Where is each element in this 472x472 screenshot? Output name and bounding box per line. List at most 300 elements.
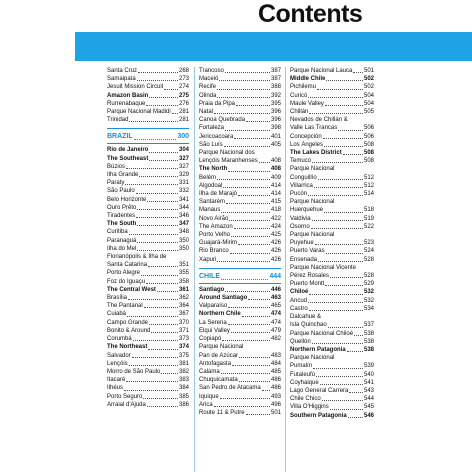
toc-entry[interactable] [199, 302, 281, 310]
header-banner [75, 32, 472, 61]
toc-entry[interactable] [199, 401, 281, 409]
toc-entry[interactable] [290, 215, 374, 223]
toc-entry-label: Foz do Iguaçu [107, 278, 146, 285]
toc-entry-page: 485 [270, 368, 281, 375]
dot-leader [313, 368, 363, 369]
toc-entry-page: 424 [270, 223, 281, 230]
dot-leader [146, 105, 178, 106]
toc-entry[interactable] [107, 83, 189, 91]
toc-entry[interactable] [199, 294, 281, 302]
toc-entry-page: 532 [363, 289, 374, 296]
toc-entry[interactable] [107, 146, 189, 154]
toc-entry-label: Trancoso [199, 68, 224, 74]
toc-entry[interactable] [199, 393, 281, 401]
toc-entry-label: Puerto Montt [290, 281, 325, 288]
toc-entry[interactable] [199, 92, 281, 100]
dot-leader [330, 409, 363, 410]
toc-entry[interactable] [107, 108, 189, 116]
toc-entry[interactable] [199, 67, 281, 75]
toc-entry[interactable] [199, 206, 281, 214]
toc-entry-page: 504 [363, 92, 374, 99]
toc-entry-page: 512 [363, 182, 374, 189]
toc-entry[interactable] [199, 108, 281, 116]
toc-entry-page: 373 [178, 336, 189, 343]
toc-entry[interactable] [199, 190, 281, 198]
toc-entry-page: 519 [363, 215, 374, 222]
toc-entry[interactable] [107, 67, 189, 75]
toc-entry-label: Dalcahue & [290, 314, 322, 321]
toc-entry-page: 426 [270, 248, 281, 255]
toc-entry[interactable] [290, 338, 374, 346]
toc-entry[interactable] [290, 165, 374, 181]
toc-entry-page: 384 [178, 385, 189, 392]
toc-entry-label: Coyhaique [290, 379, 319, 386]
toc-entry[interactable] [290, 133, 374, 141]
toc-entry-label: Corumbá [107, 336, 132, 343]
section-rule [107, 143, 189, 144]
toc-entry-page: 388 [270, 84, 281, 91]
toc-entry-label: Santa Catarina [107, 262, 148, 269]
dot-leader [230, 253, 270, 254]
toc-entry[interactable] [199, 116, 281, 124]
toc-entry[interactable] [199, 376, 281, 384]
toc-entry-page: 465 [270, 303, 281, 310]
toc-entry[interactable] [199, 384, 281, 392]
toc-entry-label: Valparaíso [199, 303, 228, 310]
dot-leader [147, 201, 178, 202]
toc-entry[interactable] [107, 100, 189, 108]
dot-leader [246, 414, 270, 415]
toc-entry-label: Parque Nacional dos [199, 150, 255, 157]
toc-entry[interactable] [107, 179, 189, 187]
dot-leader [217, 89, 270, 90]
dot-leader [136, 193, 178, 194]
dot-leader [141, 275, 178, 276]
toc-entry[interactable] [290, 83, 374, 91]
toc-entry-label: Xapuri [199, 256, 217, 263]
toc-entry-label: Bonito & Around [107, 327, 151, 334]
toc-entry[interactable] [290, 108, 374, 116]
toc-entry[interactable] [107, 204, 189, 212]
toc-entry-page: 502 [363, 76, 374, 83]
toc-entry[interactable] [107, 220, 189, 228]
toc-entry[interactable] [107, 171, 189, 179]
toc-entry-label: Chile Chico [290, 396, 321, 403]
toc-entry-label: Conguillío [290, 174, 317, 181]
dot-leader [315, 244, 363, 245]
toc-entry[interactable] [107, 376, 189, 384]
toc-entry-page: 493 [270, 393, 281, 400]
toc-entry-label: Quellón [290, 338, 311, 345]
toc-entry[interactable] [290, 288, 374, 296]
toc-entry-page: 332 [178, 188, 189, 195]
toc-entry[interactable] [107, 327, 189, 335]
toc-entry[interactable] [290, 403, 374, 411]
toc-entry-label: Pumalín [290, 363, 313, 370]
dot-leader [324, 212, 363, 213]
dot-leader [132, 357, 178, 358]
dot-leader [222, 340, 270, 341]
toc-entry-label: Santarém [199, 199, 226, 206]
toc-entry-label: Belo Horizonte [107, 196, 147, 203]
toc-entry-page: 375 [178, 352, 189, 359]
toc-entry-page: 268 [178, 68, 189, 74]
toc-entry-label: Amazon Basin [107, 92, 149, 99]
toc-entry-page: 408 [270, 158, 281, 165]
toc-entry[interactable] [199, 124, 281, 132]
toc-entry[interactable] [199, 198, 281, 206]
dot-leader [318, 261, 363, 262]
toc-entry[interactable] [107, 228, 189, 236]
toc-entry[interactable] [290, 247, 374, 255]
toc-entry[interactable] [199, 368, 281, 376]
toc-entry-label: Belém [199, 174, 217, 181]
toc-entry-label: Porto Alegre [107, 270, 141, 277]
dot-leader [149, 152, 178, 153]
dot-leader [221, 373, 270, 374]
dot-leader [309, 310, 363, 311]
toc-entry-label: Elqui Valley [199, 327, 230, 334]
toc-entry[interactable] [199, 256, 281, 264]
toc-entry[interactable] [199, 133, 281, 141]
toc-entry[interactable] [199, 360, 281, 368]
toc-entry-page: 396 [270, 109, 281, 116]
toc-entry-page: 508 [363, 150, 374, 157]
toc-entry-page: 545 [363, 404, 374, 411]
toc-entry-label: Manaus [199, 207, 221, 214]
toc-entry[interactable] [199, 83, 281, 91]
toc-entry-label: Parque Nacional [290, 355, 335, 362]
dot-leader [148, 349, 178, 350]
toc-entry[interactable] [290, 264, 374, 280]
dot-leader [308, 97, 363, 98]
toc-entry-page: 381 [178, 360, 189, 367]
toc-entry-label: Northern Patagonia [290, 346, 346, 353]
toc-entry[interactable] [199, 310, 281, 318]
toc-entry-page: 395 [270, 100, 281, 107]
dot-leader [124, 390, 178, 391]
toc-entry[interactable] [290, 387, 374, 395]
toc-entry[interactable] [107, 237, 189, 245]
dot-leader [143, 398, 178, 399]
toc-entry[interactable] [107, 75, 189, 83]
toc-entry[interactable] [290, 149, 374, 157]
dot-leader [164, 89, 178, 90]
toc-entry-label: Iquique [199, 393, 219, 400]
toc-entry-page: 371 [178, 327, 189, 334]
toc-entry[interactable] [107, 335, 189, 343]
toc-entry[interactable] [199, 286, 281, 294]
toc-entry[interactable] [107, 212, 189, 220]
toc-entry[interactable] [290, 371, 374, 379]
toc-entry[interactable] [199, 141, 281, 149]
dot-leader [232, 365, 270, 366]
toc-entry-label: Castro [290, 305, 308, 312]
dot-leader [325, 105, 363, 106]
toc-entry[interactable] [290, 92, 374, 100]
toc-entry[interactable] [107, 319, 189, 327]
toc-entry[interactable] [199, 327, 281, 335]
dot-leader [146, 283, 178, 284]
toc-entry[interactable] [107, 116, 189, 124]
toc-entry[interactable] [107, 163, 189, 171]
dot-leader [348, 417, 363, 418]
toc-entry-page: 355 [178, 270, 189, 277]
toc-entry[interactable] [290, 346, 374, 354]
toc-entry-label: Samaipata [107, 76, 136, 83]
toc-entry-page: 544 [363, 396, 374, 403]
toc-section-heading[interactable] [199, 272, 281, 282]
toc-entry-page: 539 [363, 363, 374, 370]
toc-entry[interactable] [107, 245, 189, 253]
toc-entry-page: 523 [363, 240, 374, 247]
toc-entry-page: 415 [270, 199, 281, 206]
toc-entry[interactable] [290, 379, 374, 387]
toc-entry-label: Búzios [107, 163, 126, 170]
toc-entry-label: Santa Cruz [107, 68, 138, 74]
toc-entry[interactable] [199, 100, 281, 108]
toc-entry[interactable] [107, 401, 189, 409]
toc-column-3 [290, 67, 374, 420]
dot-leader [228, 171, 270, 172]
toc-entry[interactable] [107, 269, 189, 277]
dot-leader [127, 316, 178, 317]
dot-leader [172, 113, 178, 114]
dot-leader [217, 179, 270, 180]
toc-entry-page: 331 [178, 180, 189, 187]
dot-leader [137, 80, 178, 81]
toc-entry-page: 514 [363, 191, 374, 198]
toc-entry-page: 504 [363, 100, 374, 107]
toc-entry[interactable] [199, 409, 281, 417]
toc-entry-page: 474 [270, 319, 281, 326]
toc-entry-label: Parque Nacional Chiloé [290, 330, 354, 337]
toc-entry[interactable] [290, 313, 374, 329]
dot-leader [324, 146, 363, 147]
toc-entry-label: Around Santiago [199, 295, 248, 302]
toc-entry-page: 486 [270, 377, 281, 384]
toc-entry-page: 534 [363, 305, 374, 312]
toc-entry[interactable] [199, 165, 281, 173]
toc-entry[interactable] [290, 395, 374, 403]
dot-leader [308, 195, 363, 196]
dot-leader [239, 381, 270, 382]
toc-entry[interactable] [199, 247, 281, 255]
toc-entry[interactable] [290, 297, 374, 305]
toc-entry[interactable] [107, 278, 189, 286]
toc-entry[interactable] [199, 335, 281, 343]
toc-entry-page: 414 [270, 182, 281, 189]
toc-entry[interactable] [199, 231, 281, 239]
toc-entry-label: Maule Valley [290, 100, 324, 107]
dot-leader [308, 302, 363, 303]
toc-entry[interactable] [199, 174, 281, 182]
toc-entry[interactable] [290, 198, 374, 214]
toc-entry[interactable] [290, 116, 374, 132]
toc-section-heading[interactable] [107, 132, 189, 142]
dot-leader [147, 406, 178, 407]
toc-entry[interactable] [107, 384, 189, 392]
dot-leader [161, 373, 178, 374]
column-divider [285, 67, 286, 472]
toc-entry[interactable] [107, 310, 189, 318]
toc-entry[interactable] [199, 215, 281, 223]
toc-entry[interactable] [107, 196, 189, 204]
toc-entry[interactable] [290, 67, 374, 75]
toc-entry-page: 484 [270, 360, 281, 367]
toc-entry[interactable] [199, 239, 281, 247]
toc-entry-page: 383 [178, 377, 189, 384]
dot-leader [125, 184, 178, 185]
toc-entry[interactable] [107, 187, 189, 195]
toc-entry[interactable] [107, 92, 189, 100]
toc-entry-label: Lençóis [107, 360, 128, 367]
toc-entry[interactable] [199, 149, 281, 165]
toc-entry-label: Futaleufú [290, 371, 316, 378]
toc-entry[interactable] [290, 141, 374, 149]
dot-leader [236, 105, 270, 106]
toc-entry-label: Rurrenabaque [107, 100, 146, 107]
dot-leader [138, 72, 178, 73]
toc-entry[interactable] [290, 231, 374, 247]
dot-leader [239, 357, 270, 358]
toc-entry-page: 425 [270, 232, 281, 239]
toc-entry[interactable] [290, 412, 374, 420]
toc-entry[interactable] [290, 157, 374, 165]
toc-entry-label: Campo Grande [107, 319, 149, 326]
toc-entry-label: Concepción [290, 133, 322, 140]
dot-leader [353, 72, 363, 73]
dot-leader [328, 327, 363, 328]
toc-entry-label: Santiago [199, 286, 225, 293]
toc-entry[interactable] [290, 256, 374, 264]
toc-entry-page: 364 [178, 303, 189, 310]
toc-entry-page: 341 [178, 196, 189, 203]
toc-entry-page: 346 [178, 213, 189, 220]
dot-leader [149, 160, 178, 161]
toc-entry-page: 463 [270, 295, 281, 302]
toc-entry-page: 348 [178, 229, 189, 236]
toc-entry-page: 276 [178, 100, 189, 107]
toc-entry-page: 300 [177, 133, 189, 141]
dot-leader [316, 376, 363, 377]
toc-entry[interactable] [290, 223, 374, 231]
dot-leader [248, 299, 270, 300]
toc-entry[interactable] [199, 75, 281, 83]
toc-entry-label: Puerto Varas [290, 248, 325, 255]
toc-entry[interactable] [290, 100, 374, 108]
toc-entry-page: 528 [363, 273, 374, 280]
dot-leader [246, 121, 270, 122]
toc-entry-page: 304 [178, 147, 189, 154]
toc-entry-page: 387 [270, 76, 281, 83]
toc-entry[interactable] [290, 190, 374, 198]
toc-entry-label: Route 11 & Putre [199, 409, 245, 416]
toc-entry-page: 327 [178, 163, 189, 170]
toc-entry-label: Arica [199, 401, 213, 408]
toc-entry-page: 344 [178, 204, 189, 211]
dot-leader [129, 121, 178, 122]
toc-entry-page: 386 [178, 401, 189, 408]
toc-entry-label: Temuco [290, 158, 312, 165]
toc-entry[interactable] [199, 223, 281, 231]
dot-leader [343, 154, 363, 155]
toc-entry[interactable] [107, 352, 189, 360]
toc-entry-label: Canoa Quebrada [199, 117, 246, 124]
toc-entry[interactable] [290, 330, 374, 338]
dot-leader [225, 130, 270, 131]
toc-entry[interactable] [199, 343, 281, 359]
toc-entry[interactable] [290, 75, 374, 83]
toc-entry-label: Chuquicamata [199, 377, 238, 384]
toc-entry-page: 529 [363, 281, 374, 288]
toc-entry-label: The Central West [107, 286, 156, 293]
toc-entry[interactable] [107, 368, 189, 376]
toc-entry-page: 281 [178, 109, 189, 116]
dot-leader [347, 351, 363, 352]
toc-entry[interactable] [107, 286, 189, 294]
toc-entry[interactable] [290, 305, 374, 313]
toc-entry[interactable] [290, 182, 374, 190]
toc-entry-page: 538 [363, 338, 374, 345]
toc-entry-page: 501 [270, 409, 281, 416]
dot-leader [214, 113, 270, 114]
toc-entry-label: The North [199, 166, 228, 173]
toc-entry-page: 541 [363, 379, 374, 386]
dot-leader [318, 179, 363, 180]
toc-entry-label: Pérez Rosales [290, 273, 330, 280]
toc-entry-page: 546 [363, 412, 374, 419]
toc-entry-label: Ouro Prêto [107, 204, 137, 211]
toc-entry[interactable] [107, 343, 189, 351]
toc-entry-page: 540 [363, 371, 374, 378]
toc-entry[interactable] [199, 319, 281, 327]
toc-entry[interactable] [107, 360, 189, 368]
dot-leader [242, 316, 270, 317]
toc-entry-page: 385 [178, 393, 189, 400]
dot-leader [226, 203, 270, 204]
toc-entry-page: 501 [363, 68, 374, 74]
toc-entry[interactable] [107, 294, 189, 302]
toc-entry-label: Parque Nacional Madidi [107, 109, 171, 116]
toc-entry[interactable] [199, 182, 281, 190]
dot-leader [137, 225, 178, 226]
toc-entry[interactable] [107, 253, 189, 269]
dot-leader [349, 392, 363, 393]
toc-entry[interactable] [107, 393, 189, 401]
dot-leader [214, 406, 270, 407]
dot-leader [133, 340, 178, 341]
toc-entry-label: The South [107, 221, 137, 228]
dot-leader [317, 89, 363, 90]
toc-entry[interactable] [290, 280, 374, 288]
toc-entry[interactable] [107, 302, 189, 310]
toc-entry-label: Ensenada [290, 256, 318, 263]
toc-entry-label: Olinda [199, 92, 217, 99]
dot-leader [128, 299, 178, 300]
toc-entry-page: 347 [178, 221, 189, 228]
toc-entry[interactable] [290, 354, 374, 370]
toc-entry-page: 414 [270, 191, 281, 198]
toc-entry-label: Ilha de Marajó [199, 191, 238, 198]
toc-entry-page: 374 [178, 344, 189, 351]
toc-entry-label: Puyehue [290, 240, 314, 247]
toc-entry-label: Valle Las Trancas [290, 125, 338, 132]
toc-entry[interactable] [107, 155, 189, 163]
toc-entry-page: 281 [178, 117, 189, 124]
toc-entry-page: 392 [270, 92, 281, 99]
toc-entry-label: Osorno [290, 223, 310, 230]
